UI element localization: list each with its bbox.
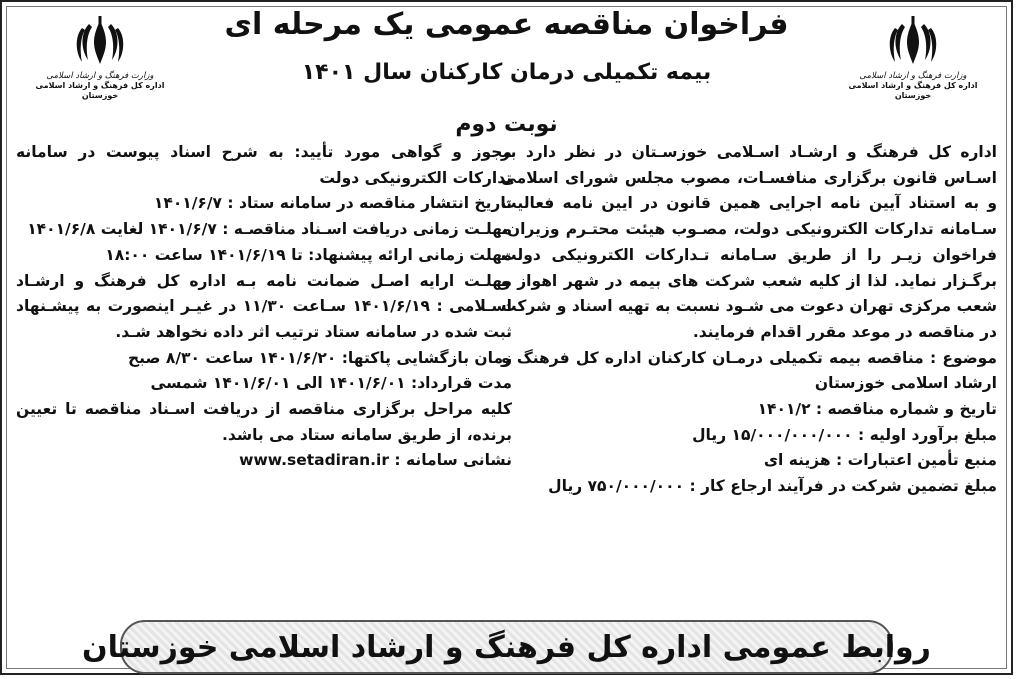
ministry-calligraphy: وزارت فرهنگ و ارشاد اسلامی bbox=[859, 71, 967, 81]
docs-deadline: مهلـت زمانی دریافت اسـناد مناقصـه : ۱۴۰۱/۶/۷ لغایت ۱۴۰۱/۶/۸ bbox=[27, 220, 512, 239]
left-column bbox=[16, 140, 512, 474]
notice-title: فراخوان مناقصه عمومی یک مرحله ای bbox=[224, 7, 789, 42]
opening-time: زمان بازگشایی پاکتها: ۱۴۰۱/۶/۲۰ ساعت ۸/۳۰ صبح bbox=[128, 348, 512, 367]
notice-subtitle: بیمه تکمیلی درمان کارکنان سال ۱۴۰۱ bbox=[301, 60, 712, 85]
tender-number: تاریخ و شماره مناقصه : ۱۴۰۱/۲ bbox=[757, 400, 997, 419]
website-label: نشانی سامانه : bbox=[394, 451, 512, 470]
permit-text: مجوز و گواهی مورد تأیید: به شرح اسناد پیوست در سامانه تدارکات الکترونیکی دولت bbox=[16, 143, 512, 187]
publish-date: تاریخ انتشار مناقصه در سامانه ستاد : ۱۴۰۱/۶/۷ bbox=[153, 194, 512, 213]
public-relations-footer: روابط عمومی اداره کل فرهنگ و ارشاد اسلامی خوزستان bbox=[120, 620, 893, 674]
emblem-left bbox=[20, 14, 180, 101]
guarantee-delivery: مهلـت ارایه اصـل ضمانت نامه بـه اداره کل فرهنگ و ارشـاد اسـلامی : ۱۴۰۱/۶/۱۹ سـاعت ۱۱/۳۰ در غیـر اینصورت به پیشـنهاد ثبت شده در سامانه ستاد ترتیب اثر داده نخواهد شـد. bbox=[16, 271, 512, 341]
subject-line: موضوع : مناقصه بیمه تکمیلی درمـان کارکنان اداره کل فرهنگ و ارشاد اسلامی خوزستان bbox=[501, 348, 997, 393]
emblem-right bbox=[833, 14, 993, 101]
notice-round: نوبت دوم bbox=[455, 112, 558, 137]
funding-source: منبع تأمین اعتبارات : هزینه ای bbox=[763, 451, 997, 470]
office-name: اداره کل فرهنگ و ارشاد اسلامی خوزستان bbox=[848, 81, 978, 100]
ministry-calligraphy: وزارت فرهنگ و ارشاد اسلامی bbox=[46, 71, 154, 81]
iran-emblem-icon bbox=[885, 14, 941, 70]
all-stages: کلیه مراحل برگزاری مناقصه از دریافت اسـناد مناقصه تا تعیین برنده، از طریق سامانه ستاد می باشد. bbox=[16, 400, 512, 444]
right-column bbox=[501, 140, 997, 500]
guarantee-amount: مبلغ تضمین شرکت در فرآیند ارجاع کار : ۷۵۰/۰۰۰/۰۰۰ ریال bbox=[548, 477, 997, 496]
office-name: اداره کل فرهنگ و ارشاد اسلامی خوزستان bbox=[35, 81, 165, 100]
website-line bbox=[16, 448, 512, 474]
website-link[interactable]: www.setadiran.ir bbox=[239, 451, 389, 470]
proposal-deadline: مهلت زمانی ارائه پیشنهاد: تا ۱۴۰۱/۶/۱۹ ساعت ۱۸:۰۰ bbox=[105, 245, 512, 264]
intro-paragraph: اداره کل فرهنگ و ارشـاد اسـلامی خوزسـتان در نظر دارد بر اسـاس قانون برگزاری منافسـات، مصوب مجلس شورای اسلامی و به استناد آیین نامه اجرایی همین قانون در ایین نامه فعالیت سـامانه تدارکات الکترونیکی دولت، مصـوب هیئت محتـرم وزیران، فراخوان زیـر را از طریق سـامانه تـدارکات الکترونیکی دولت برگـزار نماید. لذا از کلیه شعب شرکت های بیمه در شهر اهواز و شعب مرکزی تهران دعوت می شـود نسبت به تهیه اسناد و شرکت در مناقصه در موعد مقرر اقدام فرمایند. bbox=[501, 143, 997, 341]
initial-estimate: مبلغ برآورد اولیه : ۱۵/۰۰۰/۰۰۰/۰۰۰ ریال bbox=[692, 425, 997, 444]
contract-period: مدت قرارداد: ۱۴۰۱/۶/۰۱ الی ۱۴۰۱/۶/۰۱ شمسی bbox=[150, 374, 512, 393]
iran-emblem-icon bbox=[72, 14, 128, 70]
